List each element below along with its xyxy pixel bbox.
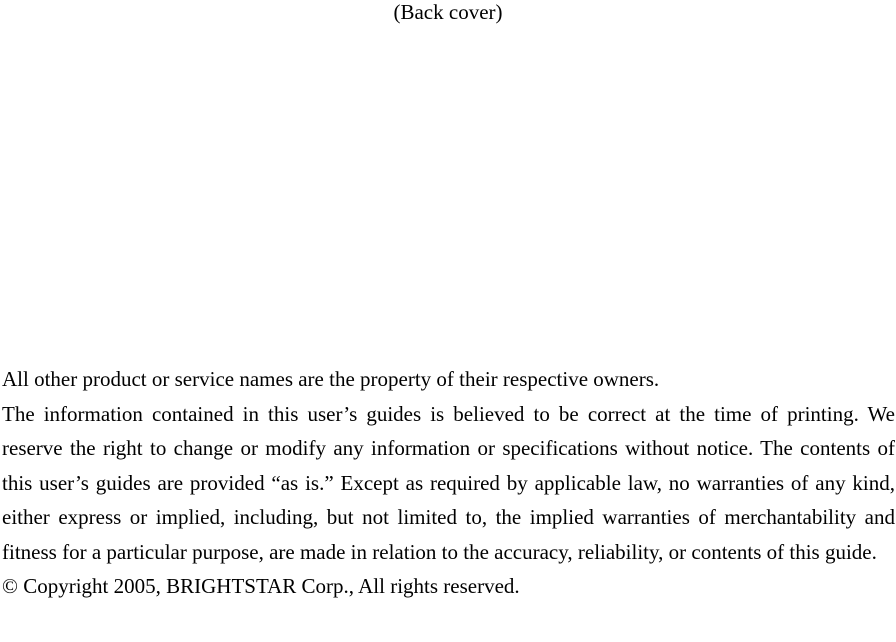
trademark-notice: All other product or service names are the property of their respective owners.	[2, 367, 660, 391]
copyright-notice: © Copyright 2005, BRIGHTSTAR Corp., All rights reserved.	[2, 574, 520, 598]
disclaimer-paragraph: The information contained in this user’s guides is believed to be correct at the time of printing. We reserve the right to change or modify any information or specifications without notice. The contents of this user’s guides are provided “as is.” Except as required by applicable law, no warranties of any kind, either express or implied, including, but not limited to, the implied warranties of merchantability and fitness for a particular purpose, are made in relation to the accuracy, reliability, or contents of this guide.	[2, 401, 895, 564]
legal-notice-block	[2, 362, 895, 604]
back-cover-label: (Back cover)	[393, 0, 503, 24]
